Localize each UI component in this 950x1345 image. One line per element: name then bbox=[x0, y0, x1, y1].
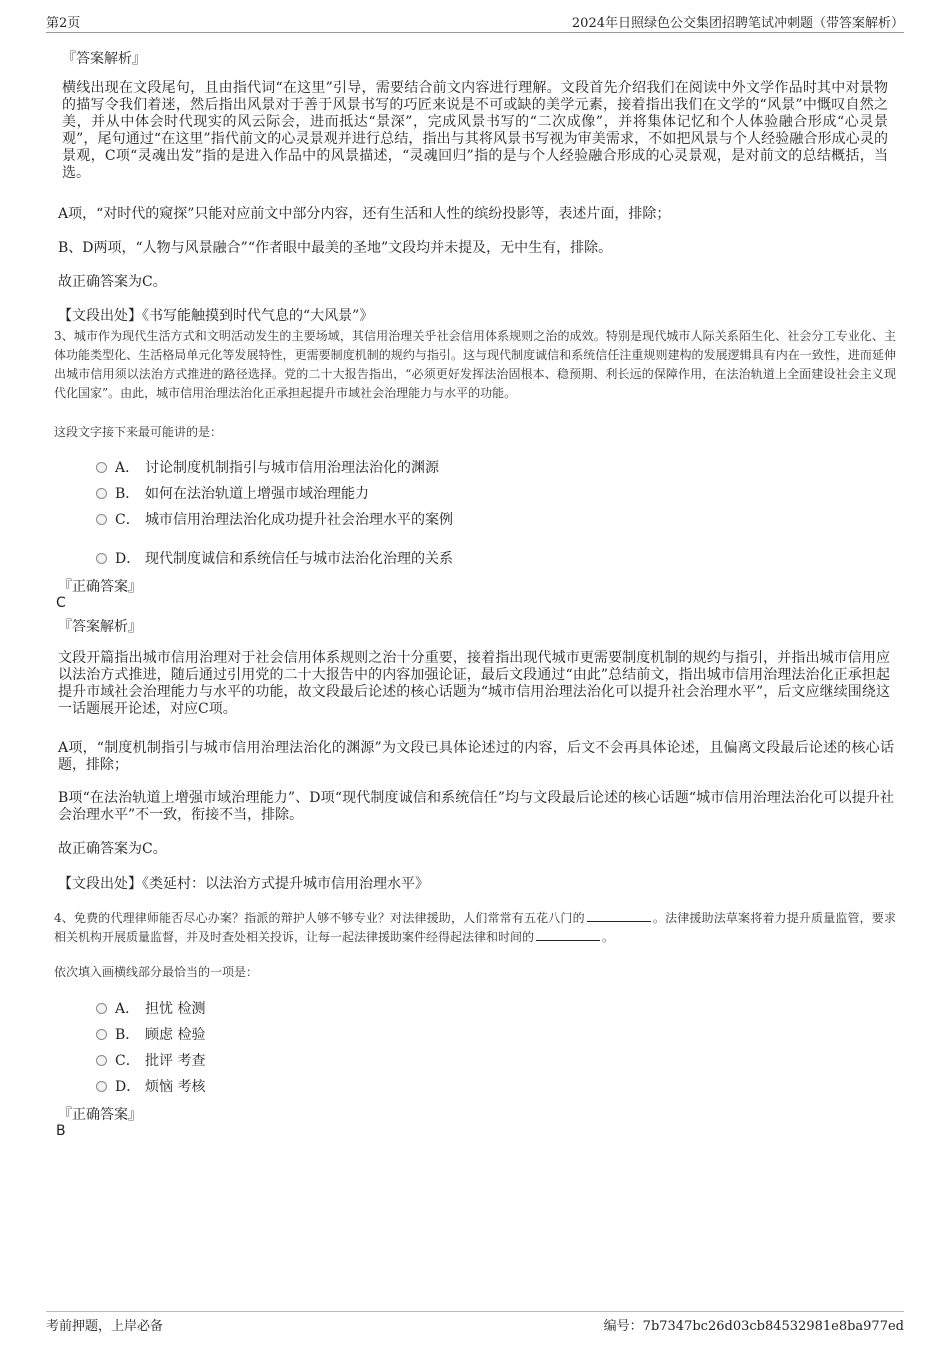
question-4-option-c[interactable]: C． 批评 考查 bbox=[96, 1050, 205, 1070]
answer-q4: B bbox=[56, 1123, 66, 1139]
analysis-text-q3: 文段开篇指出城市信用治理对于社会信用体系规则之治十分重要，接着指出现代城市更需要制度机制的规约与指引，并指出城市信用应以法治方式推进，随后通过引用党的二十大报告中的内容加强论证，最后文段通过“由此”总结前文，指出城市信用治理法治化正承担起提升市域社会治理能力与水平的功能，故文段最后论述的核心话题为“城市信用治理法治化可以提升社会治理水平”，后文应继续围绕这一话题展开论述，对应C项。 bbox=[58, 650, 890, 717]
question-3-option-a[interactable]: A． 讨论制度机制指引与城市信用治理法治化的渊源 bbox=[96, 457, 439, 477]
question-3-option-d[interactable]: D． 现代制度诚信和系统信任与城市法治化治理的关系 bbox=[96, 548, 453, 568]
question-4-option-b[interactable]: B． 顾虑 检验 bbox=[96, 1024, 205, 1044]
source-q2: 【文段出处】《书写能触摸到时代气息的“大风景”》 bbox=[58, 308, 374, 324]
question-3-option-c[interactable]: C． 城市信用治理法治化成功提升社会治理水平的案例 bbox=[96, 509, 453, 529]
question-3-prompt: 这段文字接下来最可能讲的是： bbox=[54, 425, 223, 439]
radio-icon[interactable] bbox=[96, 553, 107, 564]
question-4-stem: 4、免费的代理律师能否尽心办案？指派的辩护人够不够专业？对法律援助，人们常常有五花八门的 。法律援助法草案将着力提升质量监管，要求相关机构开展质量监督，并及时查处相关投诉，让每一起法律援助案件经得起法律和时间的 。 bbox=[54, 911, 896, 944]
answer-label-q3: 『正确答案』 bbox=[58, 579, 142, 595]
radio-icon[interactable] bbox=[96, 1029, 107, 1040]
document-id: 编号：7b7347bc26d03cb84532981e8ba977ed bbox=[603, 1319, 904, 1334]
analysis-option-bd-q3: B项“在法治轨道上增强市域治理能力”、D项“现代制度诚信和系统信任”均与文段最后论述的核心话题“城市信用治理法治化可以提升社会治理水平”不一致，衔接不当，排除。 bbox=[58, 790, 894, 823]
conclusion-q3: 故正确答案为C。 bbox=[58, 841, 167, 857]
question-3-option-b[interactable]: B． 如何在法治轨道上增强市域治理能力 bbox=[96, 483, 369, 503]
question-4-option-d[interactable]: D． 烦恼 考核 bbox=[96, 1076, 205, 1096]
radio-icon[interactable] bbox=[96, 514, 107, 525]
footer-slogan: 考前押题，上岸必备 bbox=[46, 1319, 164, 1334]
radio-icon[interactable] bbox=[96, 1003, 107, 1014]
question-4-prompt: 依次填入画横线部分最恰当的一项是： bbox=[54, 965, 259, 979]
radio-icon[interactable] bbox=[96, 488, 107, 499]
analysis-text-q2: 横线出现在文段尾句，且由指代词“在这里”引导，需要结合前文内容进行理解。文段首先介绍我们在阅读中外文学作品时其中对景物的描写令我们着迷，然后指出风景对于善于风景书写的巧匠来说是不可或缺的美学元素，接着指出我们在文学的“风景”中慨叹自然之美，并从中体会时代现实的风云际会，进而抵达“景深”，完成风景书写的“二次成像”，并将集体记忆和个人体验融合形成“心灵景观”，尾句通过“在这里”指代前文的心灵景观并进行总结，指出与其将风景书写视为审美需求，不如把风景与个人经验融合形成心灵的景观，C项“灵魂出发”指的是进入作品中的风景描述，“灵魂回归”指的是与个人经验融合形成的心灵景观，是对前文的总结概括，当选。 bbox=[62, 80, 888, 181]
page-number: 第2页 bbox=[46, 16, 81, 31]
fill-blank-2 bbox=[536, 930, 600, 941]
source-q3: 【文段出处】《类延村：以法治方式提升城市信用治理水平》 bbox=[58, 876, 429, 892]
fill-blank-1 bbox=[587, 911, 651, 922]
conclusion-q2: 故正确答案为C。 bbox=[58, 274, 167, 290]
analysis-option-bd-q2: B、D两项，“人物与风景融合”“作者眼中最美的圣地”文段均并未提及，无中生有，排除。 bbox=[58, 240, 613, 256]
analysis-option-a-q3: A项，“制度机制指引与城市信用治理法治化的渊源”为文段已具体论述过的内容，后文不会再具体论述，且偏离文段最后论述的核心话题，排除； bbox=[58, 740, 894, 773]
radio-icon[interactable] bbox=[96, 1055, 107, 1066]
answer-label-q4: 『正确答案』 bbox=[58, 1107, 142, 1123]
question-4-option-a[interactable]: A． 担忧 检测 bbox=[96, 998, 205, 1018]
document-title: 2024年日照绿色公交集团招聘笔试冲刺题（带答案解析） bbox=[571, 16, 904, 31]
radio-icon[interactable] bbox=[96, 462, 107, 473]
answer-q3: C bbox=[56, 595, 66, 611]
analysis-option-a-q2: A项，“对时代的窥探”只能对应前文中部分内容，还有生活和人性的缤纷投影等，表述片面，排除； bbox=[58, 206, 671, 222]
question-3-stem: 3、城市作为现代生活方式和文明活动发生的主要场域，其信用治理关乎社会信用体系规则之治的成效。特别是现代城市人际关系陌生化、社会分工专业化、主体功能类型化、生活格局单元化等发展特性，更需要制度机制的规约与指引。这与现代制度诚信和系统信任注重规则建构的发展逻辑具有内在一致性，进而延伸出城市信用须以法治方式推进的路径选择。党的二十大报告指出，“必须更好发挥法治固根本、稳预期、利长远的保障作用，在法治轨道上全面建设社会主义现代化国家”。由此，城市信用治理法治化正承担起提升市域社会治理能力与水平的功能。 bbox=[54, 329, 896, 400]
radio-icon[interactable] bbox=[96, 1081, 107, 1092]
analysis-label-q2: 『答案解析』 bbox=[62, 51, 146, 67]
analysis-label-q3: 『答案解析』 bbox=[58, 619, 142, 635]
page-header bbox=[46, 12, 904, 33]
page-footer bbox=[46, 1311, 904, 1335]
